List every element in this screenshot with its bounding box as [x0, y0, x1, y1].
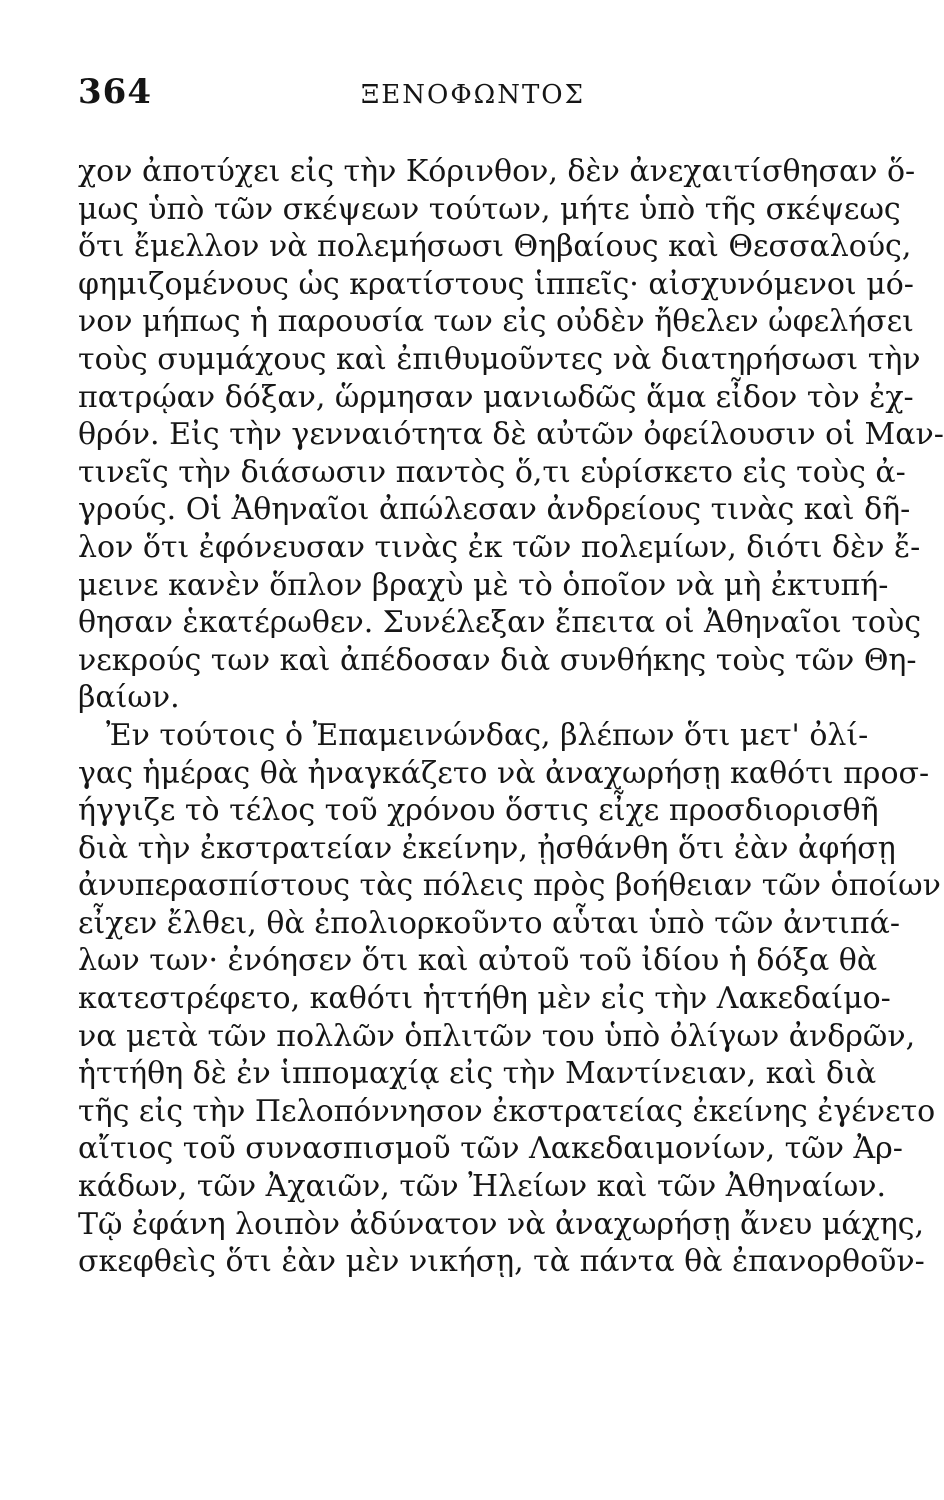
text-line: διὰ τὴν ἐκστρατείαν ἐκείνην, ᾐσθάνθη ὅτι ἐὰν ἀφήσῃ [78, 830, 896, 866]
text-line: ὅτι ἔμελλον νὰ πολεμήσωσι Θηβαίους καὶ Θεσσαλούς, [78, 229, 912, 265]
text-line: τινεῖς τὴν διάσωσιν παντὸς ὅ,τι εὑρίσκετο εἰς τοὺς ἀ- [78, 454, 906, 490]
page-number: 364 [78, 72, 152, 112]
text-line: κάδων, τῶν Ἀχαιῶν, τῶν Ἠλείων καὶ τῶν Ἀθηναίων. [78, 1169, 886, 1205]
text-line: σκεφθεὶς ὅτι ἐὰν μὲν νικήσῃ, τὰ πάντα θὰ ἐπανορθοῦν- [78, 1244, 925, 1280]
text-line: τοὺς συμμάχους καὶ ἐπιθυμοῦντες νὰ διατηρήσωσι τὴν [78, 341, 921, 377]
paragraph-start-line: Ἐν τούτοις ὁ Ἐπαμεινώνδας, βλέπων ὅτι μετ' ὀλί- [106, 717, 869, 753]
text-line: μεινε κανὲν ὅπλον βραχὺ μὲ τὸ ὁποῖον νὰ μὴ ἐκτυπή- [78, 567, 889, 603]
text-line: θρόν. Εἰς τὴν γενναιότητα δὲ αὐτῶν ὀφείλουσιν οἱ Μαν- [78, 417, 944, 453]
text-line: ήγγιζε τὸ τέλος τοῦ χρόνου ὅστις εἶχε προσδιορισθῆ [78, 793, 879, 829]
text-line: γρούς. Οἱ Ἀθηναῖοι ἀπώλεσαν ἀνδρείους τινὰς καὶ δῆ- [78, 492, 911, 528]
text-line: ἀνυπερασπίστους τὰς πόλεις πρὸς βοήθειαν τῶν ὁποίων [78, 868, 941, 904]
text-line: να μετὰ τῶν πολλῶν ὁπλιτῶν του ὑπὸ ὀλίγων ἀνδρῶν, [78, 1018, 916, 1054]
text-line: Τῷ ἐφάνη λοιπὸν ἀδύνατον νὰ ἀναχωρήσῃ ἄνευ μάχης, [78, 1206, 925, 1242]
text-line: χον ἀποτύχει εἰς τὴν Κόρινθον, δὲν ἀνεχαιτίσθησαν ὅ- [78, 154, 916, 189]
text-line: γας ἡμέρας θὰ ἠναγκάζετο νὰ ἀναχωρήσῃ καθότι προσ- [78, 755, 930, 791]
text-line: φημιζομένους ὡς κρατίστους ἱππεῖς· αἰσχυνόμενοι μό- [78, 266, 914, 302]
text-line: λων των· ἐνόησεν ὅτι καὶ αὐτοῦ τοῦ ἰδίου ἡ δόξα θὰ [78, 943, 878, 979]
text-line: κατεστρέφετο, καθότι ἡττήθη μὲν εἰς τὴν Λακεδαίμο- [78, 981, 891, 1017]
running-title: ΞΕΝΟΦΩΝΤΟΣ [361, 80, 586, 110]
text-line: λον ὅτι ἐφόνευσαν τινὰς ἐκ τῶν πολεμίων, διότι δὲν ἔ- [78, 529, 921, 565]
paragraph-end-line: βαίων. [78, 680, 180, 716]
text-line: θησαν ἑκατέρωθεν. Συνέλεξαν ἔπειτα οἱ Ἀθηναῖοι τοὺς [78, 605, 922, 641]
body-text [78, 153, 944, 1281]
text-line: νεκρούς των καὶ ἀπέδοσαν διὰ συνθήκης τοὺς τῶν Θη- [78, 642, 917, 678]
page-header [78, 70, 858, 114]
text-line: αἴτιος τοῦ συνασπισμοῦ τῶν Λακεδαιμονίων, τῶν Ἀρ- [78, 1131, 903, 1167]
text-line: πατρῴαν δόξαν, ὥρμησαν μανιωδῶς ἅμα εἶδον τὸν ἐχ- [78, 379, 914, 415]
text-line: ἡττήθη δὲ ἐν ἱππομαχίᾳ εἰς τὴν Μαντίνειαν, καὶ διὰ [78, 1056, 877, 1092]
text-line: τῆς εἰς τὴν Πελοπόννησον ἐκστρατείας ἐκείνης ἐγένετο [78, 1093, 936, 1129]
text-line: νον μήπως ἡ παρουσία των εἰς οὐδὲν ἤθελεν ὠφελήσει [78, 304, 914, 340]
text-line: μως ὑπὸ τῶν σκέψεων τούτων, μήτε ὑπὸ τῆς σκέψεως [78, 191, 901, 227]
text-line: εἶχεν ἔλθει, θὰ ἐπολιορκοῦντο αὗται ὑπὸ τῶν ἀντιπά- [78, 905, 901, 941]
